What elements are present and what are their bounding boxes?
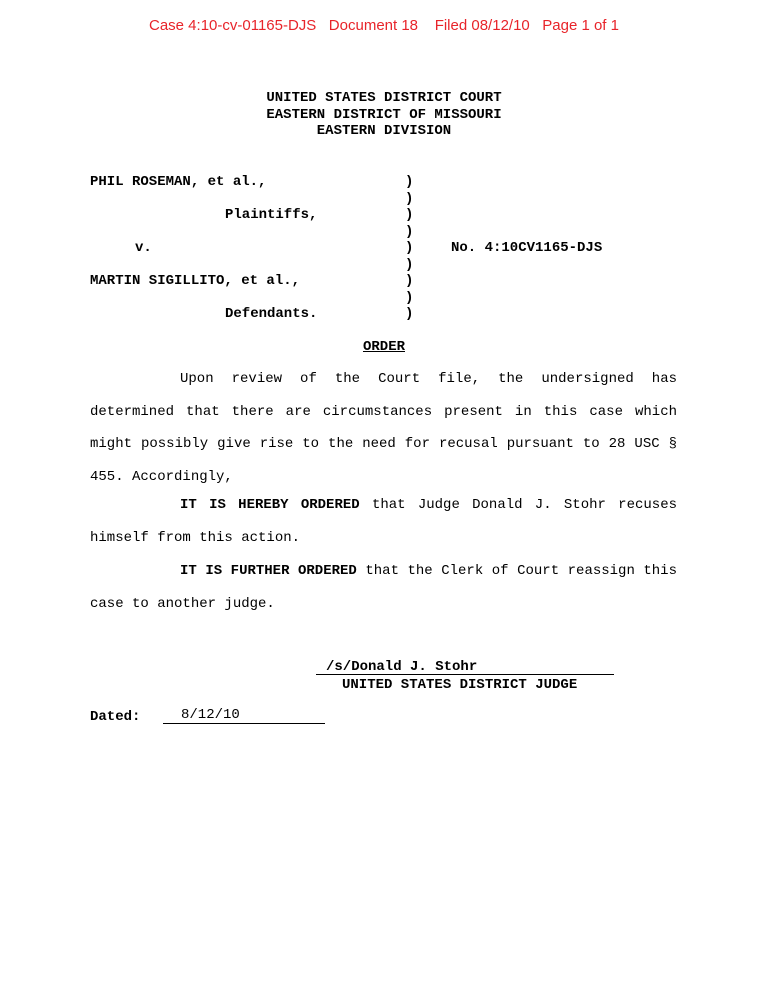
order-paragraph-2 — [90, 489, 677, 554]
court-district: EASTERN DISTRICT OF MISSOURI — [266, 106, 502, 123]
paragraph-1-text: Upon review of the Court file, the undersigned has determined that there are circumstances present in this case which might possibly give rise to the need for recusal pursuant to 28 USC § 455. Accordingly, — [90, 371, 677, 485]
plaintiff-role: Plaintiffs, — [225, 207, 318, 223]
judge-signature: /s/Donald J. Stohr — [316, 659, 614, 675]
dated-label: Dated: — [90, 709, 141, 725]
filing-header-stamp: Case 4:10-cv-01165-DJS Document 18 Filed 08/12/10 Page 1 of 1 — [149, 17, 619, 34]
court-heading — [0, 90, 768, 140]
order-title: ORDER — [362, 339, 405, 355]
plaintiff-name: PHIL ROSEMAN, et al., — [90, 174, 267, 190]
versus-label: v. — [135, 240, 152, 256]
court-name: UNITED STATES DISTRICT COURT — [266, 90, 502, 106]
order-paragraph-1 — [90, 363, 677, 493]
case-number: No. 4:10CV1165-DJS — [451, 240, 603, 256]
paragraph-3-text: that the Clerk of Court reassign this case to another judge. — [90, 563, 677, 612]
judge-title: UNITED STATES DISTRICT JUDGE — [342, 677, 578, 693]
paragraph-3-bold: IT IS FURTHER ORDERED — [180, 563, 357, 579]
dated-value: 8/12/10 — [163, 707, 325, 724]
order-paragraph-3 — [90, 555, 677, 620]
caption-parentheses: ) ) ) ) ) ) ) ) ) — [405, 174, 414, 322]
defendant-name: MARTIN SIGILLITO, et al., — [90, 273, 301, 289]
paragraph-2-text: that Judge Donald J. Stohr recuses himself from this action. — [90, 497, 677, 546]
defendant-role: Defendants. — [225, 306, 318, 322]
paragraph-2-bold: IT IS HEREBY ORDERED — [180, 497, 360, 513]
court-division: EASTERN DIVISION — [316, 123, 452, 139]
